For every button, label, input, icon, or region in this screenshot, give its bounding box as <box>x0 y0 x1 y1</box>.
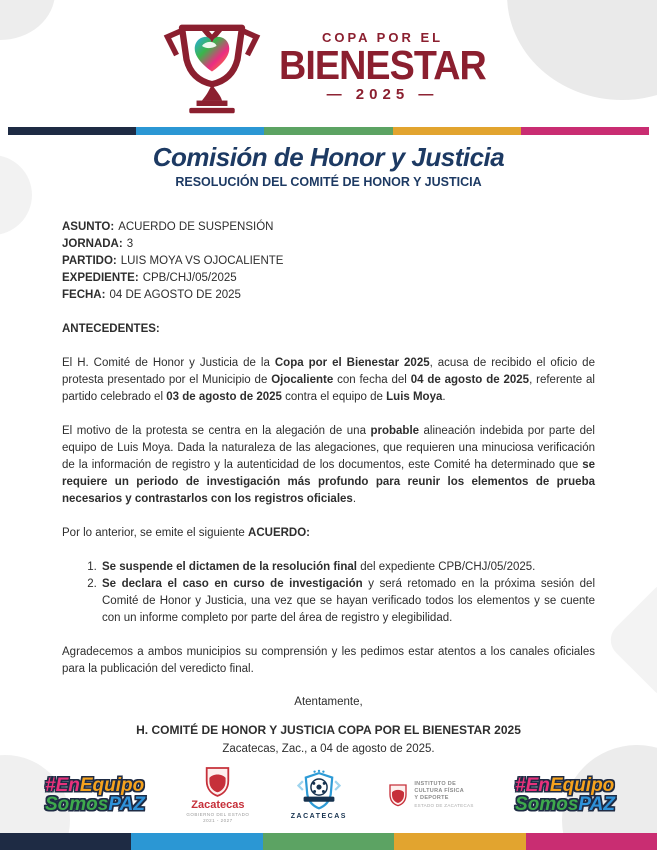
stripe-segment-green <box>263 833 394 850</box>
acuerdo-list <box>62 559 595 627</box>
instituto-line-3: Y DEPORTE <box>414 794 449 801</box>
gov-years: 2021 - 2027 <box>203 818 233 823</box>
meta-value: 04 DE AGOSTO DE 2025 <box>109 289 241 301</box>
document-body <box>62 219 595 758</box>
stripe-segment-green <box>264 127 392 135</box>
crest-shield-icon <box>297 769 341 811</box>
enequipo-logo-right: #EnEquipo SomosPAZ <box>515 774 615 815</box>
crest-name: ZACATECAS <box>290 813 347 820</box>
meta-label: JORNADA: <box>62 238 123 250</box>
antecedentes-heading: ANTECEDENTES: <box>62 323 160 335</box>
committee-name: H. COMITÉ DE HONOR Y JUSTICIA COPA POR EL BIENESTAR 2025 <box>136 723 521 737</box>
logo-main-line: BIENESTAR <box>279 41 486 88</box>
footer-logos <box>0 766 657 823</box>
logo-year-line: — 2025 — <box>326 85 439 103</box>
color-stripe-bottom <box>0 833 657 850</box>
instituto-logo <box>388 781 473 809</box>
logo-top-line: COPA POR EL <box>321 29 444 45</box>
meta-value: ACUERDO DE SUSPENSIÓN <box>118 221 274 233</box>
acuerdo-item-1: 1. Se suspende el dictamen de la resolución final del expediente CPB/CHJ/05/2025. <box>100 559 595 576</box>
page-subtitle: RESOLUCIÓN DEL COMITÉ DE HONOR Y JUSTICIA <box>175 175 482 189</box>
stripe-segment-navy <box>0 833 131 850</box>
meta-value: CPB/CHJ/05/2025 <box>142 272 237 284</box>
enequipo-logo-left: #EnEquipo SomosPAZ <box>45 774 145 815</box>
instituto-line-4: ESTADO DE ZACATECAS <box>414 802 474 808</box>
stripe-segment-blue <box>136 127 264 135</box>
gov-shield-icon <box>204 766 231 797</box>
page-title: Comisión de Honor y Justicia <box>152 142 505 172</box>
meta-row-jornada <box>62 236 595 253</box>
meta-row-partido <box>62 253 595 270</box>
meta-row-expediente <box>62 270 595 287</box>
stripe-segment-pink <box>521 127 649 135</box>
meta-label: FECHA: <box>62 289 106 301</box>
closing-paragraph: Agradecemos a ambos municipios su comprensión y les pedimos estar atentos a los canales oficiales para la publicación del veredicto final. <box>62 646 595 675</box>
paragraph-antecedentes-2: El motivo de la protesta se centra en la alegación de una probable alineación indebida por parte del equipo de Luis Moya. Dada la naturaleza de las alegaciones, que requieren una minuciosa verificación de la información de registro y la autenticidad de los documentos, este Comité ha determinado que se requiere un periodo de investigación más profundo para reunir los elementos de prueba necesarios y contrastarlos con los registros oficiales. <box>62 425 595 505</box>
instituto-line-1: INSTITUTO DE <box>414 780 457 787</box>
stripe-segment-orange <box>394 833 525 850</box>
stripe-segment-blue <box>131 833 262 850</box>
decor-blob-right <box>603 576 657 703</box>
meta-row-fecha <box>62 287 595 304</box>
trophy-icon <box>162 18 262 114</box>
meta-label: PARTIDO: <box>62 255 117 267</box>
meta-row-asunto <box>62 219 595 236</box>
meta-value: LUIS MOYA VS OJOCALIENTE <box>120 255 284 267</box>
meta-label: ASUNTO: <box>62 221 115 233</box>
gov-zacatecas-logo <box>186 766 249 823</box>
hashtag-text: #En <box>515 774 550 796</box>
acuerdo-item-2: 2. Se declara el caso en curso de investigación y será retomado en la próxima sesión del Comité de Honor y Justicia, una vez que se hayan verificado todos los elementos y se cuente con un informe completo por parte del área de registro y elegibilidad. <box>100 576 595 627</box>
paragraph-acuerdo-intro: Por lo anterior, se emite el siguiente ACUERDO: <box>62 527 311 539</box>
tournament-logo <box>0 0 657 114</box>
place-date: Zacatecas, Zac., a 04 de agosto de 2025. <box>222 743 435 755</box>
gov-name: Zacatecas <box>191 799 245 811</box>
meta-label: EXPEDIENTE: <box>62 272 139 284</box>
signoff: Atentamente, <box>294 696 363 708</box>
instituto-line-2: CULTURA FÍSICA <box>414 787 465 794</box>
meta-value: 3 <box>126 238 134 250</box>
liga-crest-logo <box>291 769 347 820</box>
stripe-segment-orange <box>393 127 521 135</box>
logo-wordmark <box>270 30 495 103</box>
hashtag-text: #En <box>45 774 80 796</box>
stripe-segment-pink <box>526 833 657 850</box>
color-stripe-top <box>8 127 649 135</box>
paragraph-antecedentes-1: El H. Comité de Honor y Justicia de la Copa por el Bienestar 2025, acusa de recibido el oficio de protesta presentado por el Municipio de Ojocaliente con fecha del 04 de agosto de 2025, referente al partido celebrado el 03 de agosto de 2025 contra el equipo de Luis Moya. <box>62 357 595 403</box>
stripe-segment-navy <box>8 127 136 135</box>
gov-subline: GOBIERNO DEL ESTADO <box>186 812 250 817</box>
instituto-shield-icon <box>388 783 408 807</box>
